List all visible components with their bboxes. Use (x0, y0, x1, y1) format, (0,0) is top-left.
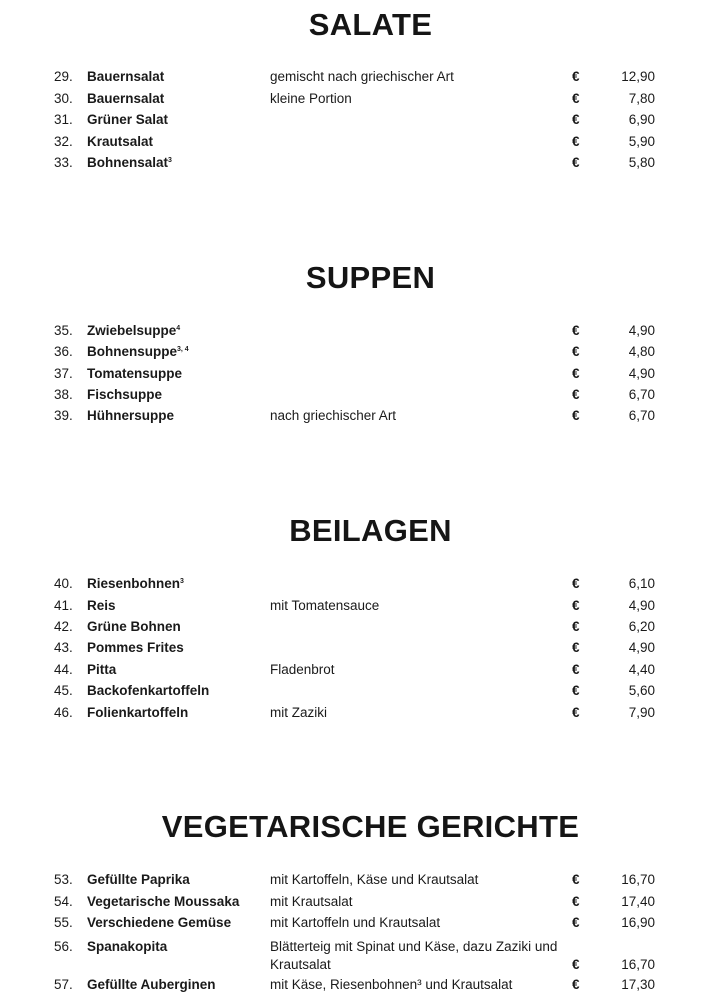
currency-symbol: € (572, 366, 580, 381)
item-number: 43. (54, 640, 73, 655)
menu-item (0, 90, 707, 110)
menu-item (0, 871, 707, 891)
item-description: nach griechischer Art (270, 408, 397, 423)
currency-symbol: € (572, 894, 580, 909)
item-name: Pitta (87, 662, 117, 677)
item-name: Vegetarische Moussaka (87, 894, 240, 909)
currency-symbol: € (572, 977, 580, 992)
item-name (87, 343, 189, 364)
item-number: 36. (54, 344, 73, 359)
item-number: 35. (54, 323, 73, 338)
menu-item (0, 133, 707, 153)
item-name: Spanakopita (87, 939, 168, 954)
section-title-salate: SALATE (308, 7, 433, 42)
item-number: 40. (54, 576, 73, 591)
item-price: 6,70 (628, 387, 655, 402)
item-name: Grüner Salat (87, 112, 169, 127)
item-price: 16,70 (621, 872, 655, 887)
currency-symbol: € (572, 408, 580, 423)
menu-item (0, 322, 707, 342)
item-number: 29. (54, 69, 73, 84)
allergen-note: 3 (168, 157, 172, 164)
allergen-note: 3 (180, 578, 184, 585)
allergen-note: 3, 4 (177, 346, 189, 353)
item-name: Tomatensuppe (87, 366, 183, 381)
item-number: 46. (54, 705, 73, 720)
menu-item (0, 597, 707, 617)
menu-item (0, 639, 707, 659)
item-price: 5,90 (628, 134, 655, 149)
currency-symbol: € (572, 619, 580, 634)
menu-item (0, 343, 707, 363)
currency-symbol: € (572, 662, 580, 677)
item-number: 54. (54, 894, 73, 909)
item-name-text: Zwiebelsuppe (87, 323, 177, 338)
currency-symbol: € (572, 323, 580, 338)
item-description: mit Käse, Riesenbohnen³ und Krautsalat (270, 977, 513, 992)
menu-item (0, 682, 707, 702)
menu-item (0, 618, 707, 638)
item-price: 4,90 (628, 598, 655, 613)
item-description: mit Krautsalat (270, 894, 353, 909)
item-description: mit Tomatensauce (270, 598, 380, 613)
menu-item (0, 154, 707, 174)
section-title-beilagen: BEILAGEN (289, 513, 452, 548)
item-price: 4,90 (628, 366, 655, 381)
item-description: mit Kartoffeln und Krautsalat (270, 915, 441, 930)
item-number: 39. (54, 408, 73, 423)
item-description: kleine Portion (270, 91, 352, 106)
item-description: Fladenbrot (270, 662, 335, 677)
item-number: 56. (54, 939, 73, 954)
currency-symbol: € (572, 598, 580, 613)
currency-symbol: € (572, 155, 580, 170)
item-price: 7,90 (628, 705, 655, 720)
item-number: 45. (54, 683, 73, 698)
menu-item (0, 407, 707, 427)
item-description: gemischt nach griechischer Art (270, 69, 454, 84)
currency-symbol: € (572, 640, 580, 655)
item-number: 57. (54, 977, 73, 992)
menu-item (0, 68, 707, 88)
item-price: 6,70 (628, 408, 655, 423)
item-name: Fischsuppe (87, 387, 163, 402)
item-number: 31. (54, 112, 73, 127)
item-name (87, 322, 180, 343)
menu-item (0, 938, 707, 978)
item-name: Gefüllte Paprika (87, 872, 190, 887)
item-price: 5,80 (628, 155, 655, 170)
item-name: Backofenkartoffeln (87, 683, 210, 698)
item-name: Grüne Bohnen (87, 619, 181, 634)
currency-symbol: € (572, 957, 580, 972)
item-number: 55. (54, 915, 73, 930)
item-name: Verschiedene Gemüse (87, 915, 232, 930)
currency-symbol: € (572, 915, 580, 930)
item-name: Pommes Frites (87, 640, 184, 655)
menu-item (0, 893, 707, 913)
item-description: mit Zaziki (270, 705, 327, 720)
currency-symbol: € (572, 705, 580, 720)
item-price: 5,60 (628, 683, 655, 698)
item-price: 16,70 (621, 957, 655, 972)
item-number: 32. (54, 134, 73, 149)
menu-item (0, 661, 707, 681)
currency-symbol: € (572, 91, 580, 106)
currency-symbol: € (572, 69, 580, 84)
menu-item (0, 365, 707, 385)
item-price: 7,80 (628, 91, 655, 106)
item-number: 37. (54, 366, 73, 381)
item-price: 17,40 (621, 894, 655, 909)
item-name (87, 154, 172, 175)
menu-item (0, 976, 707, 996)
currency-symbol: € (572, 683, 580, 698)
item-name: Folienkartoffeln (87, 705, 189, 720)
item-name (87, 575, 184, 596)
currency-symbol: € (572, 872, 580, 887)
currency-symbol: € (572, 112, 580, 127)
item-number: 53. (54, 872, 73, 887)
item-price: 12,90 (621, 69, 655, 84)
currency-symbol: € (572, 576, 580, 591)
section-title-suppen: SUPPEN (305, 260, 436, 295)
item-price: 16,90 (621, 915, 655, 930)
item-name: Gefüllte Auberginen (87, 977, 216, 992)
item-name: Krautsalat (87, 134, 154, 149)
item-name: Bauernsalat (87, 91, 165, 106)
item-name-text: Bauernsalat (87, 69, 165, 84)
item-price: 17,30 (621, 977, 655, 992)
menu-item (0, 704, 707, 724)
item-name-text: Bohnensalat (87, 155, 169, 170)
item-price: 4,40 (628, 662, 655, 677)
item-description: mit Kartoffeln, Käse und Krautsalat (270, 872, 479, 887)
item-description: Blätterteig mit Spinat und Käse, dazu Zaziki und Krautsalat (270, 939, 558, 972)
menu-item (0, 575, 707, 595)
allergen-note: 4 (176, 325, 181, 332)
item-price: 6,10 (628, 576, 655, 591)
item-price: 4,80 (628, 344, 655, 359)
item-price: 4,90 (628, 640, 655, 655)
item-price: 6,90 (628, 112, 655, 127)
currency-symbol: € (572, 387, 580, 402)
menu-item (0, 386, 707, 406)
item-number: 42. (54, 619, 73, 634)
currency-symbol: € (572, 134, 580, 149)
item-name-text: Riesenbohnen (87, 576, 181, 591)
item-name: Hühnersuppe (87, 408, 175, 423)
item-name-text: Bohnensuppe (87, 344, 177, 359)
section-title-vegetarische-gerichte: VEGETARISCHE GERICHTE (161, 809, 580, 844)
item-name: Reis (87, 598, 116, 613)
menu-item (0, 111, 707, 131)
item-price: 6,20 (628, 619, 655, 634)
item-number: 33. (54, 155, 73, 170)
menu-item (0, 914, 707, 934)
item-number: 44. (54, 662, 73, 677)
item-number: 41. (54, 598, 73, 613)
item-price: 4,90 (628, 323, 655, 338)
currency-symbol: € (572, 344, 580, 359)
item-name (87, 68, 164, 86)
item-number: 38. (54, 387, 73, 402)
item-number: 30. (54, 91, 73, 106)
